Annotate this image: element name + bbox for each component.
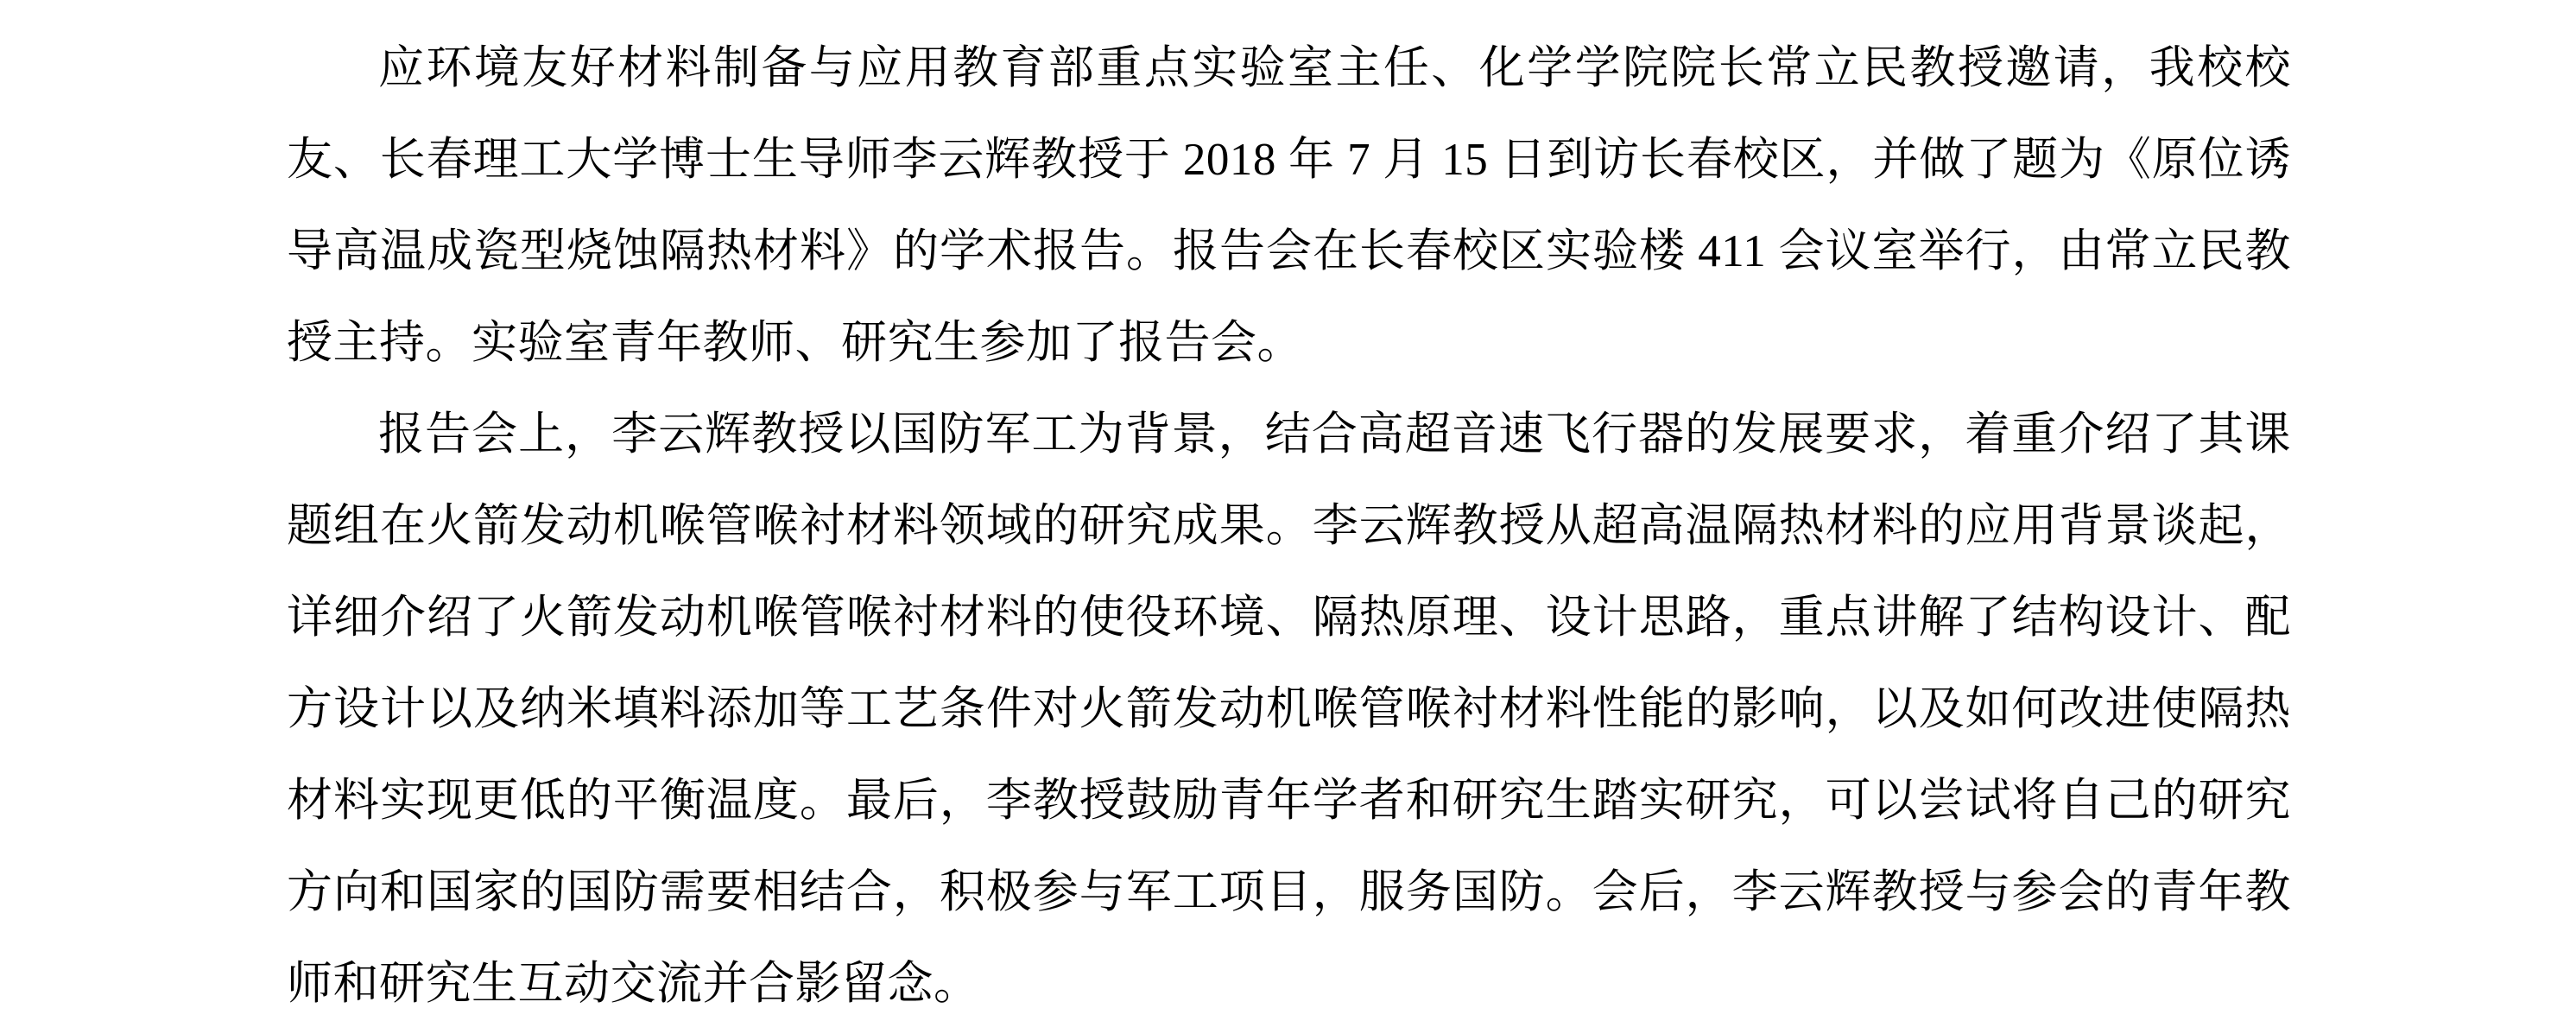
paragraph-report-announcement: 应环境友好材料制备与应用教育部重点实验室主任、化学学院院长常立民教授邀请，我校校友、长春理工大学博士生导师李云辉教授于 2018 年 7 月 15 日到访长春校区，并做了题为《原位诱导高温成瓷型烧蚀隔热材料》的学术报告。报告会在长春校区实验楼 411 会议室举行，由常立民教授主持。实验室青年教师、研究生参加了报告会。 [287,43,2291,368]
paragraph-report-content: 报告会上，李云辉教授以国防军工为背景，结合高超音速飞行器的发展要求，着重介绍了其课题组在火箭发动机喉管喉衬材料领域的研究成果。李云辉教授从超高温隔热材料的应用背景谈起，详细介绍了火箭发动机喉管喉衬材料的使役环境、隔热原理、设计思路，重点讲解了结构设计、配方设计以及纳米填料添加等工艺条件对火箭发动机喉管喉衬材料性能的影响，以及如何改进使隔热材料实现更低的平衡温度。最后，李教授鼓励青年学者和研究生踏实研究，可以尝试将自己的研究方向和国家的国防需要相结合，积极参与军工项目，服务国防。会后，李云辉教授与参会的青年教师和研究生互动交流并合影留念。 [287,409,2291,1009]
document-text-block [287,22,2291,1021]
